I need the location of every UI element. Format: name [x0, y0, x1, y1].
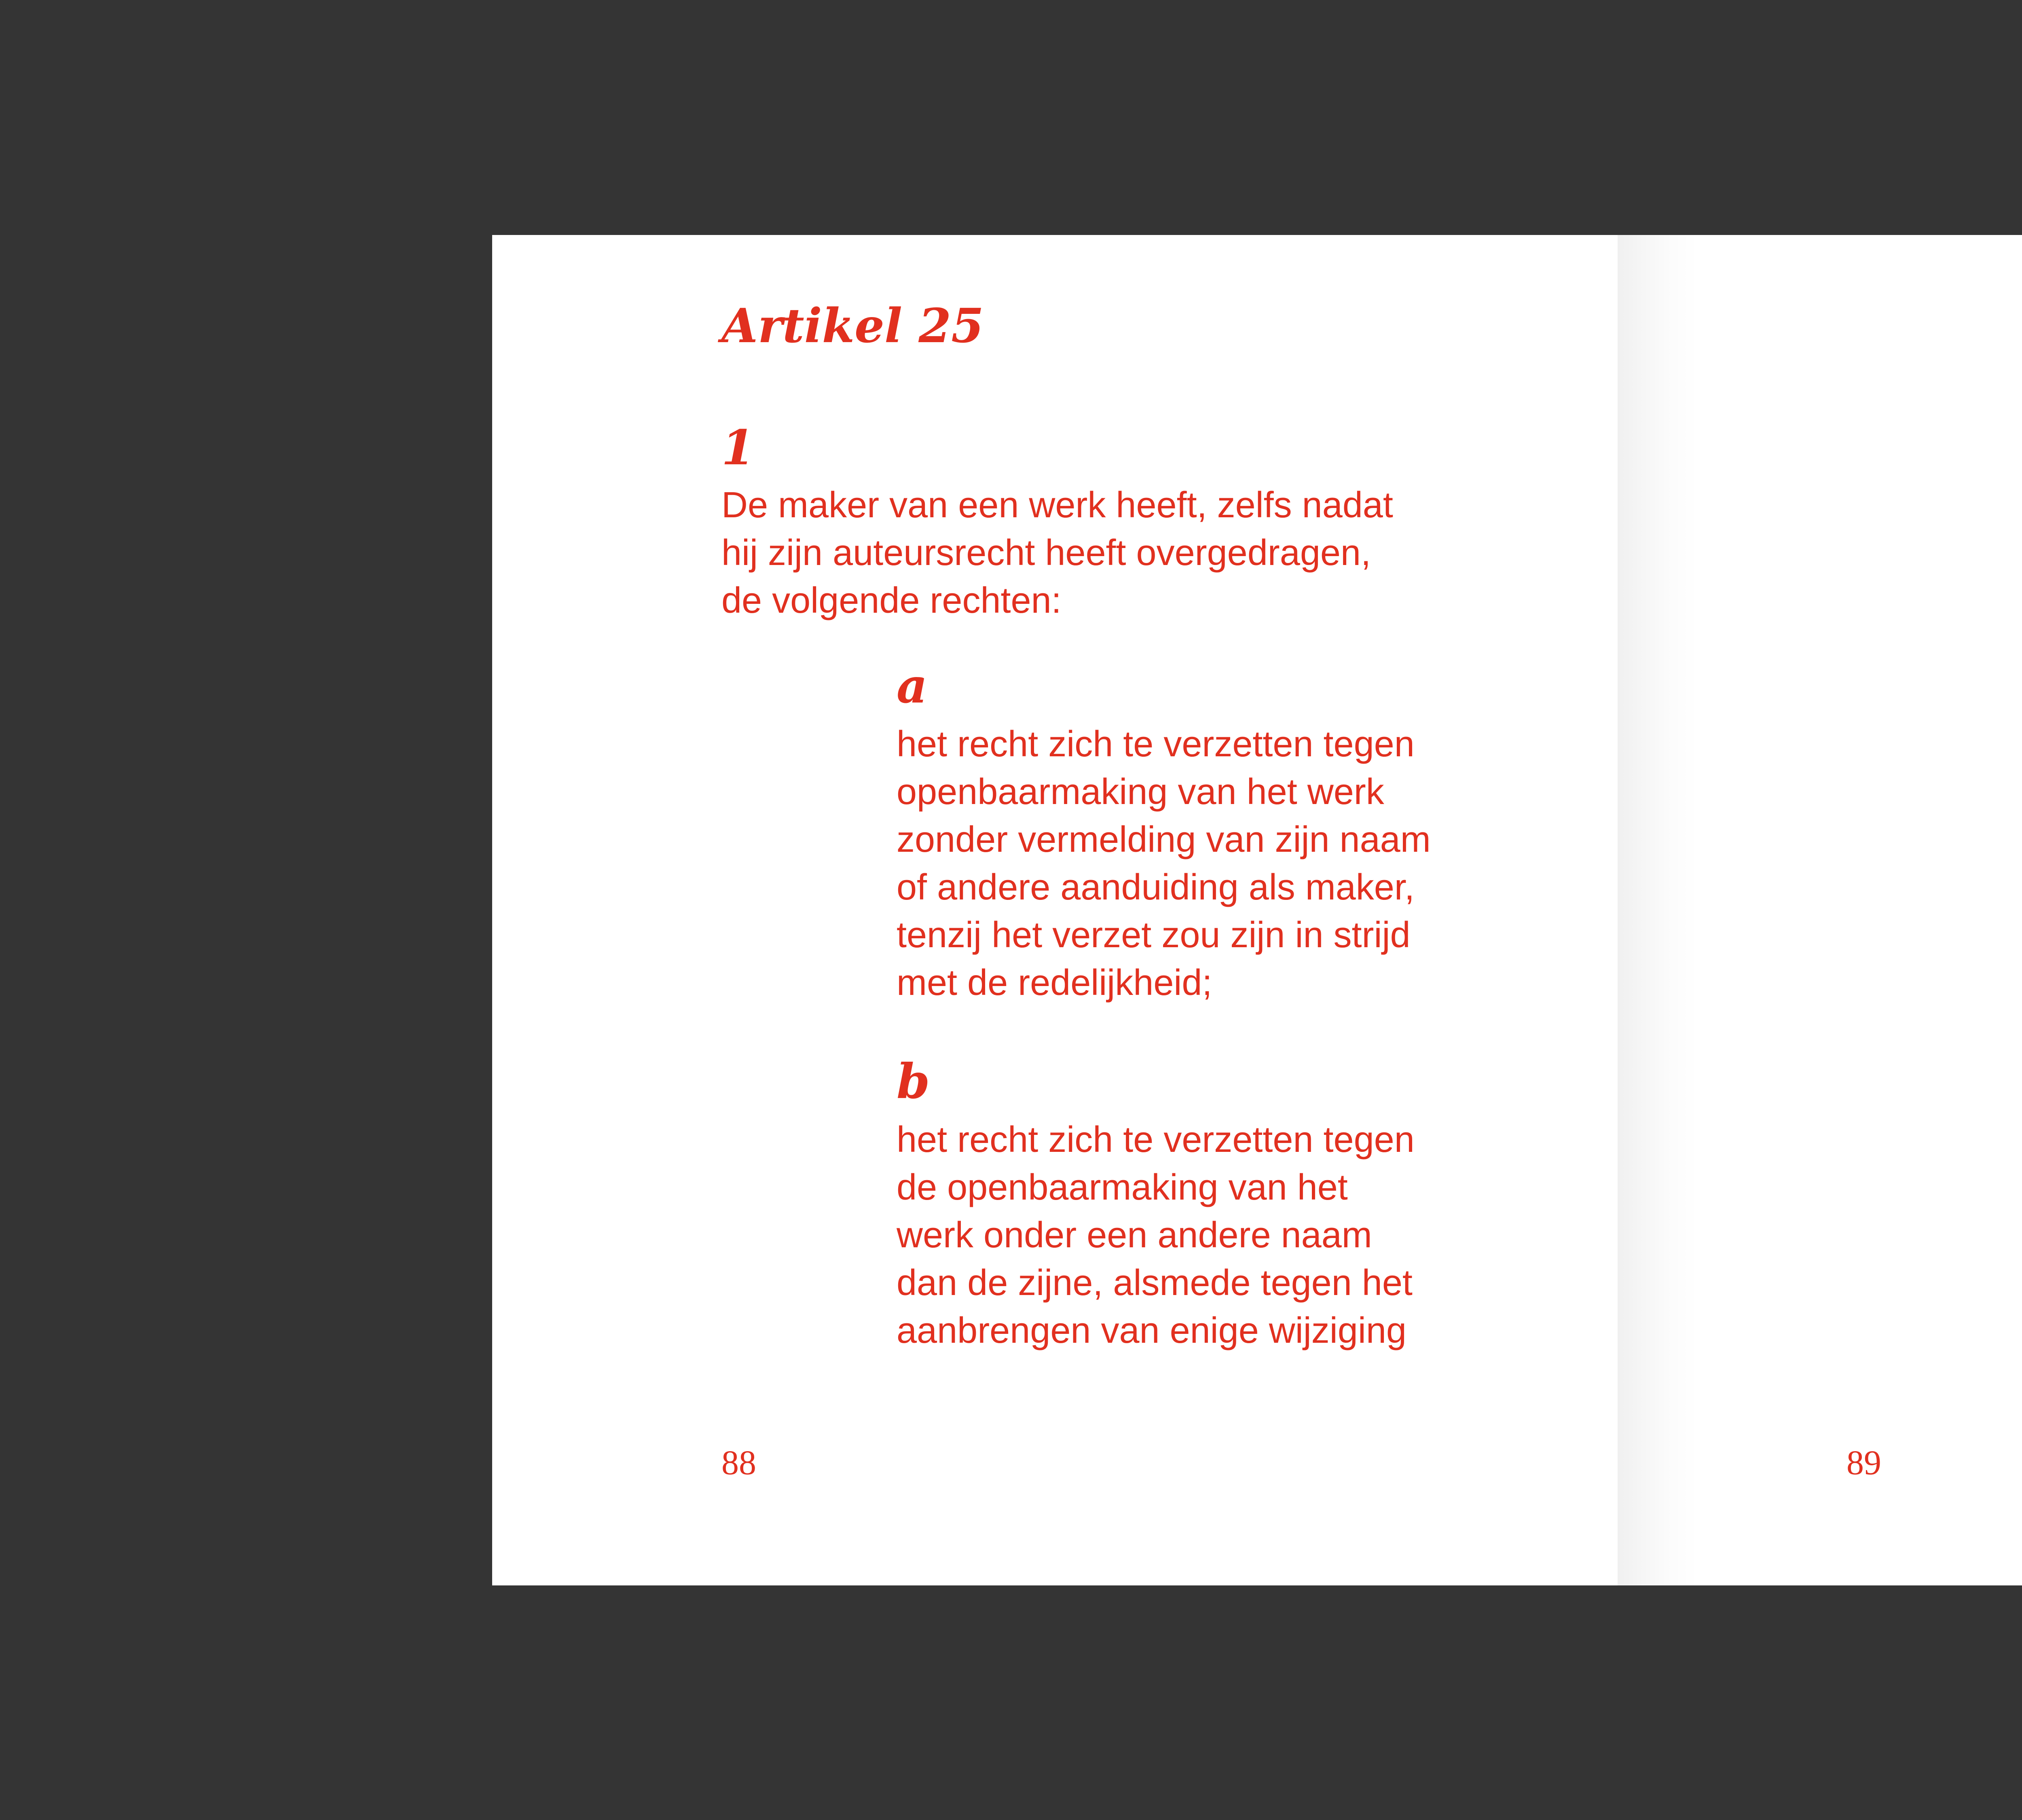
right-page [1618, 235, 2022, 1585]
article-title: Artikel 25 [721, 298, 984, 353]
item-b-line: het recht zich te verzetten tegen [897, 1120, 1415, 1160]
intro-line: de volgende rechten: [721, 580, 1062, 621]
intro-line: hij zijn auteursrecht heeft overgedragen, [721, 533, 1371, 573]
page-number-right: 89 [1846, 1443, 1881, 1482]
intro-paragraph [721, 481, 1393, 624]
item-a-text [897, 720, 1431, 1007]
item-a-line: tenzij het verzet zou zijn in strijd [897, 915, 1411, 955]
item-b-label: b [897, 1053, 930, 1109]
item-a-label: a [897, 658, 928, 714]
page-number-left: 88 [721, 1443, 756, 1482]
item-a-line: het recht zich te verzetten tegen [897, 724, 1415, 764]
item-a-line: zonder vermelding van zijn naam [897, 819, 1431, 860]
item-a-line: of andere aanduiding als maker, [897, 867, 1415, 908]
item-b-line: de openbaarmaking van het [897, 1167, 1348, 1208]
item-b-text [897, 1116, 1415, 1354]
item-b-line: werk onder een andere naam [897, 1215, 1372, 1255]
item-b-line: dan de zijne, alsmede tegen het [897, 1263, 1413, 1303]
paragraph-number: 1 [721, 419, 755, 476]
item-a-line: met de redelijkheid; [897, 963, 1212, 1003]
intro-line: De maker van een werk heeft, zelfs nadat [721, 485, 1393, 525]
book-spread [492, 235, 2022, 1585]
item-a-line: openbaarmaking van het werk [897, 772, 1384, 812]
item-b-line: aanbrengen van enige wijziging [897, 1310, 1407, 1351]
left-page [492, 235, 1617, 1585]
